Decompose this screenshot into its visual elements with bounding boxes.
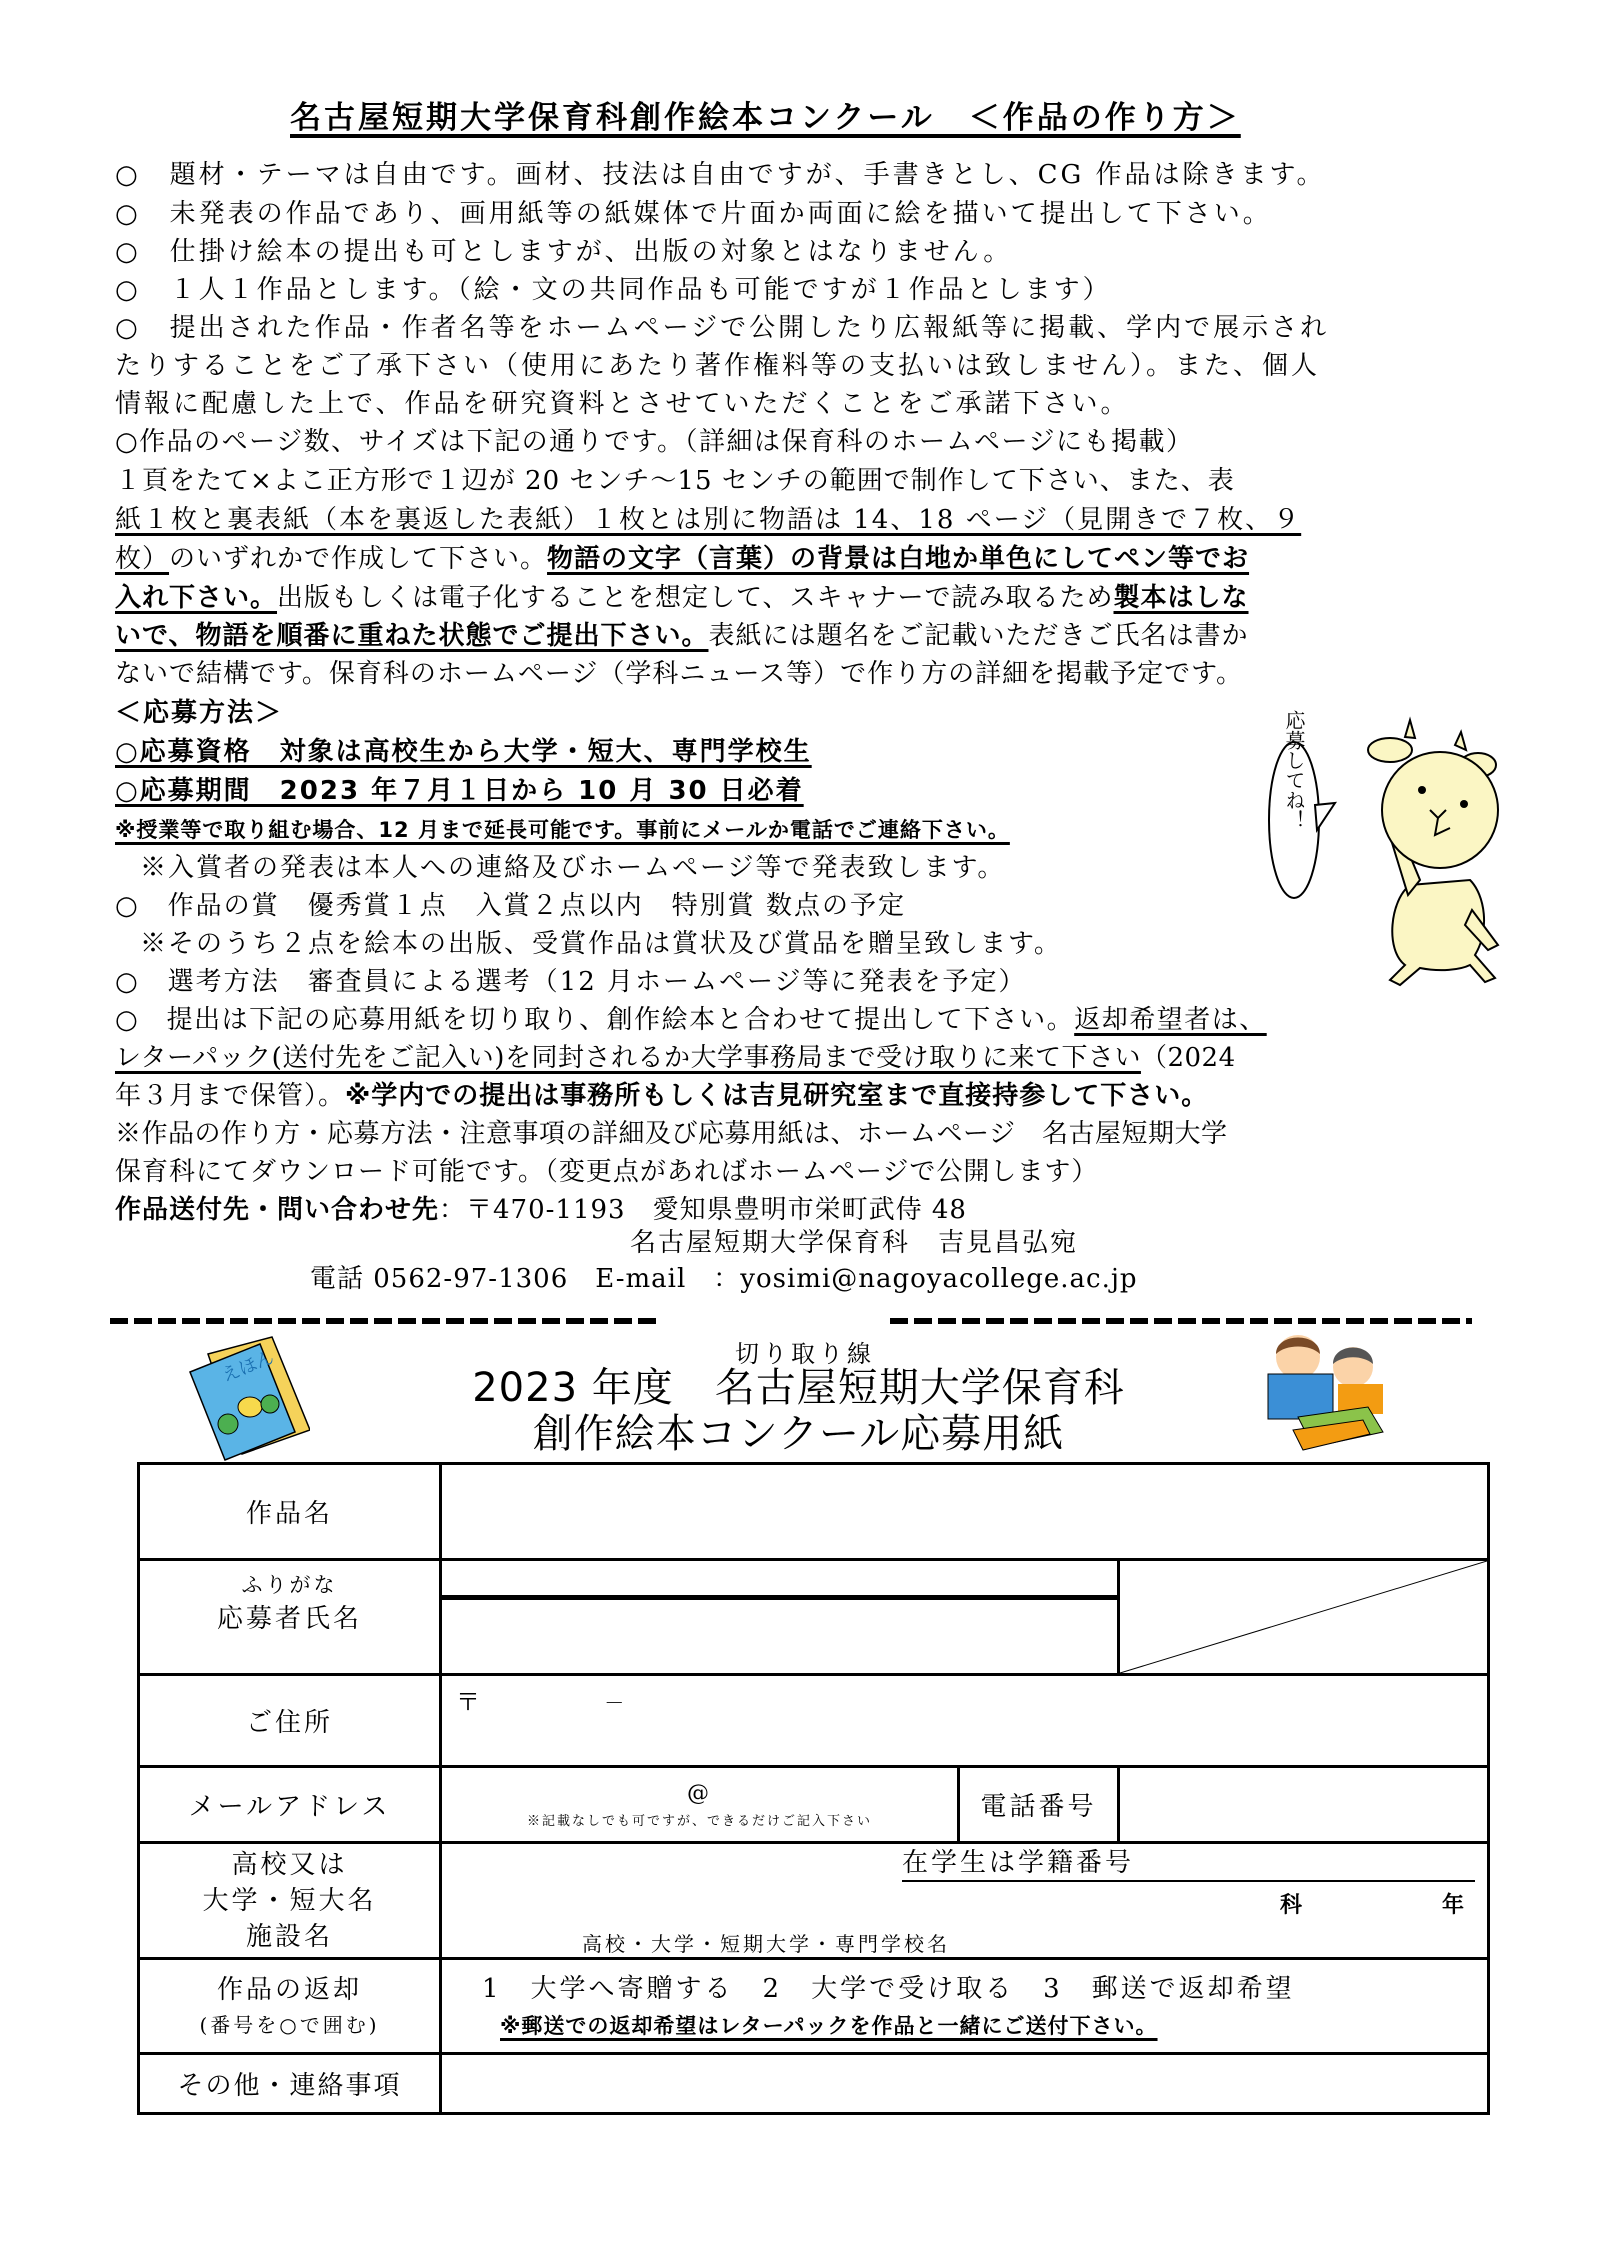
student-id-label: 在学生は学籍番号 [902, 1846, 1475, 1882]
label-text: メールアドレス [188, 1792, 391, 1822]
submission-part: （2024 [1140, 1043, 1236, 1073]
application-period: ○応募期間 2023 年７月１日から 10 月 30 日必着 [115, 776, 804, 806]
cut-line-label: 切り取り線 [735, 1340, 875, 1368]
speech-bubble-tail [1315, 803, 1335, 830]
rule-item: ○ 提出された作品・作者名等をホームページで公開したり広報紙等に掲載、学内で展示され [115, 313, 1330, 343]
goat-ear [1368, 738, 1412, 762]
submission-return: 返却希望者は、 [1074, 1005, 1267, 1035]
label-return [139, 1959, 441, 2054]
section-heading: ＜応募方法＞ [115, 698, 284, 728]
rule-item: ○ １人１作品とします。（絵・文の共同作品も可能ですが１作品とします） [115, 275, 1112, 305]
return-options-field[interactable] [441, 1959, 1489, 2054]
rule-item: たりすることをご了承下さい（使用にあたり著作権料等の支払いは致しません）。また、個人 [115, 351, 1321, 381]
goat-horn [1405, 720, 1415, 738]
label-school [139, 1843, 441, 1959]
contact-address: ：〒470-1193 愛知県豊明市栄町武侍 48 [439, 1195, 967, 1225]
submission-part: ○ 提出は下記の応募用紙を切り取り、創作絵本と合わせて提出して下さい。 [115, 1005, 1075, 1035]
form-title: 2023 年度 名古屋短期大学保育科 [472, 1365, 1125, 1411]
size-line: ないで結構です。保育科のホームページ（学科ニュース等）で作り方の詳細を掲載予定です。 [115, 659, 1244, 689]
size-line-part: 出版もしくは電子化することを想定して、スキャナーで読み取るため [277, 583, 1114, 613]
year-suffix: 年 [1442, 1893, 1468, 1918]
goat-head [1382, 752, 1498, 868]
label-text: その他・連絡事項 [177, 2071, 402, 2101]
address-field[interactable] [441, 1675, 1489, 1767]
label-return-line: 作品の返却 [216, 1975, 362, 2005]
page-title: 名古屋短期大学保育科創作絵本コンクール ＜作品の作り方＞ [290, 100, 1241, 136]
size-line [115, 619, 1249, 653]
submission [115, 1003, 1267, 1037]
download-note: ※作品の作り方・応募方法・注意事項の詳細及び応募用紙は、ホームページ 名古屋短期大学 [115, 1119, 1228, 1149]
school-types-hint: 高校・大学・短期大学・専門学校名 [582, 1932, 950, 1956]
email-at-sign: @ [687, 1780, 712, 1806]
label-phone [959, 1767, 1119, 1843]
submission-emphasis: ※学内での提出は事務所もしくは吉見研究室まで直接持参して下さい。 [345, 1081, 1209, 1111]
label-return-hint: (番号を○で囲む) [199, 2013, 380, 2037]
submission [115, 1079, 1208, 1113]
size-line-part: のいずれかで作成して下さい。 [169, 544, 548, 574]
size-line [115, 542, 1249, 576]
label-email [139, 1767, 441, 1843]
dept-suffix: 科 [1280, 1893, 1306, 1918]
contact-dept: 名古屋短期大学保育科 吉見昌弘宛 [630, 1228, 1079, 1258]
other-field[interactable] [441, 2054, 1489, 2114]
diagonal-strike [1120, 1561, 1487, 1673]
label-work-name [139, 1464, 441, 1560]
postal-dash: － [604, 1691, 628, 1715]
rule-item: ○ 未発表の作品であり、画用紙等の紙媒体で片面か両面に絵を描いて提出して下さい。 [115, 199, 1272, 229]
submission [115, 1041, 1236, 1075]
label-text: 作品名 [245, 1499, 333, 1529]
goat-eye [1460, 800, 1468, 808]
postal-mark: 〒 [456, 1688, 483, 1716]
email-field[interactable] [441, 1767, 959, 1843]
speech-text: 応募してね！ [1282, 710, 1306, 830]
label-furigana: ふりがな [241, 1573, 338, 1597]
rule-item: ○作品のページ数、サイズは下記の通りです。（詳細は保育科のホームページにも掲載） [115, 427, 1194, 457]
goat-horn [1455, 732, 1466, 750]
goat-eye [1418, 786, 1426, 794]
eligibility: ○応募資格 対象は高校生から大学・短大、専門学校生 [115, 737, 812, 767]
size-line-part: 枚） [115, 544, 170, 574]
download-note: 保育科にてダウンロード可能です。（変更点があればホームページで公開します） [115, 1157, 1099, 1187]
school-field[interactable] [441, 1843, 1489, 1959]
size-line [115, 581, 1249, 615]
size-line-emphasis: 製本はしな [1113, 583, 1249, 613]
furigana-field[interactable] [441, 1560, 1119, 1598]
email-note: ※記載なしでも可ですが、できるだけご記入下さい [526, 1813, 872, 1829]
extension-note: ※授業等で取り組む場合、12 月まで延長可能です。事前にメールか電話でご連絡下さい。 [115, 818, 1010, 842]
label-applicant-name: 応募者氏名 [216, 1604, 362, 1634]
blank-cell [1119, 1560, 1489, 1675]
size-line: 紙１枚と裏表紙（本を裏返した表紙）１枚とは別に物語は 14、18 ページ（見開きで７枚、９ [115, 505, 1302, 535]
label-school-line: 高校又は [231, 1849, 348, 1880]
size-line: １頁をたて×よこ正方形で１辺が 20 センチ～15 センチの範囲で制作して下さい、また、表 [115, 466, 1235, 496]
book-title: えほん [219, 1346, 277, 1387]
selection-method: ○ 選考方法 審査員による選考（12 月ホームページ等に発表を予定） [115, 967, 1027, 997]
label-address [139, 1675, 441, 1767]
label-text: ご住所 [245, 1708, 333, 1738]
mascot-goat-illustration [1260, 710, 1520, 1010]
rule-item: ○ 仕掛け絵本の提出も可としますが、出版の対象とはなりません。 [115, 237, 1013, 267]
rule-item: 情報に配慮した上で、作品を研究資料とさせていただくことをご承諾下さい。 [115, 389, 1130, 419]
contact-label: 作品送付先・問い合わせ先 [115, 1195, 440, 1225]
label-school-line: 施設名 [245, 1921, 333, 1952]
rule-item: ○ 題材・テーマは自由です。画材、技法は自由ですが、手書きとし、CG 作品は除きます。 [115, 160, 1326, 190]
label-other [139, 2054, 441, 2114]
contact-phone-email[interactable]: 電話 0562-97-1306 E-mail ：yosimi@nagoyacollege.ac.jp [310, 1264, 1138, 1294]
submission-part: 年３月まで保管）。 [115, 1081, 346, 1111]
work-name-field[interactable] [441, 1464, 1489, 1560]
size-line-emphasis: いで、物語を順番に重ねた状態でご提出下さい。 [115, 621, 709, 651]
contact [115, 1193, 967, 1227]
publish-note: ※そのうち２点を絵本の出版、受賞作品は賞状及び賞品を贈呈致します。 [140, 929, 1062, 959]
phone-field[interactable] [1119, 1767, 1489, 1843]
return-options: 1 大学へ寄贈する 2 大学で受け取る 3 郵送で返却希望 [482, 1974, 1295, 2004]
return-note: ※郵送での返却希望はレターパックを作品と一緒にご送付下さい。 [500, 2014, 1158, 2038]
application-form [137, 1462, 1490, 2115]
awards: ○ 作品の賞 優秀賞１点 入賞２点以内 特別賞 数点の予定 [115, 891, 906, 921]
label-text: 電話番号 [980, 1792, 1097, 1822]
label-school-line: 大学・短大名 [202, 1885, 377, 1916]
label-applicant [139, 1560, 441, 1675]
size-line-emphasis: 入れ下さい。 [115, 583, 278, 613]
announce-note: ※入賞者の発表は本人への連絡及びホームページ等で発表致します。 [140, 853, 1006, 883]
form-subtitle: 創作絵本コンクール応募用紙 [532, 1411, 1065, 1457]
size-line-emphasis: 物語の文字（言葉）の背景は白地か単色にしてペン等でお [547, 544, 1250, 574]
size-line-part: 表紙には題名をご記載いただきご氏名は書か [708, 621, 1249, 651]
submission-return: レターパック(送付先をご記入い)を同封されるか大学事務局まで受け取りに来て下さい [115, 1043, 1141, 1073]
applicant-name-field[interactable] [441, 1598, 1119, 1675]
cut-line-left [110, 1318, 662, 1324]
